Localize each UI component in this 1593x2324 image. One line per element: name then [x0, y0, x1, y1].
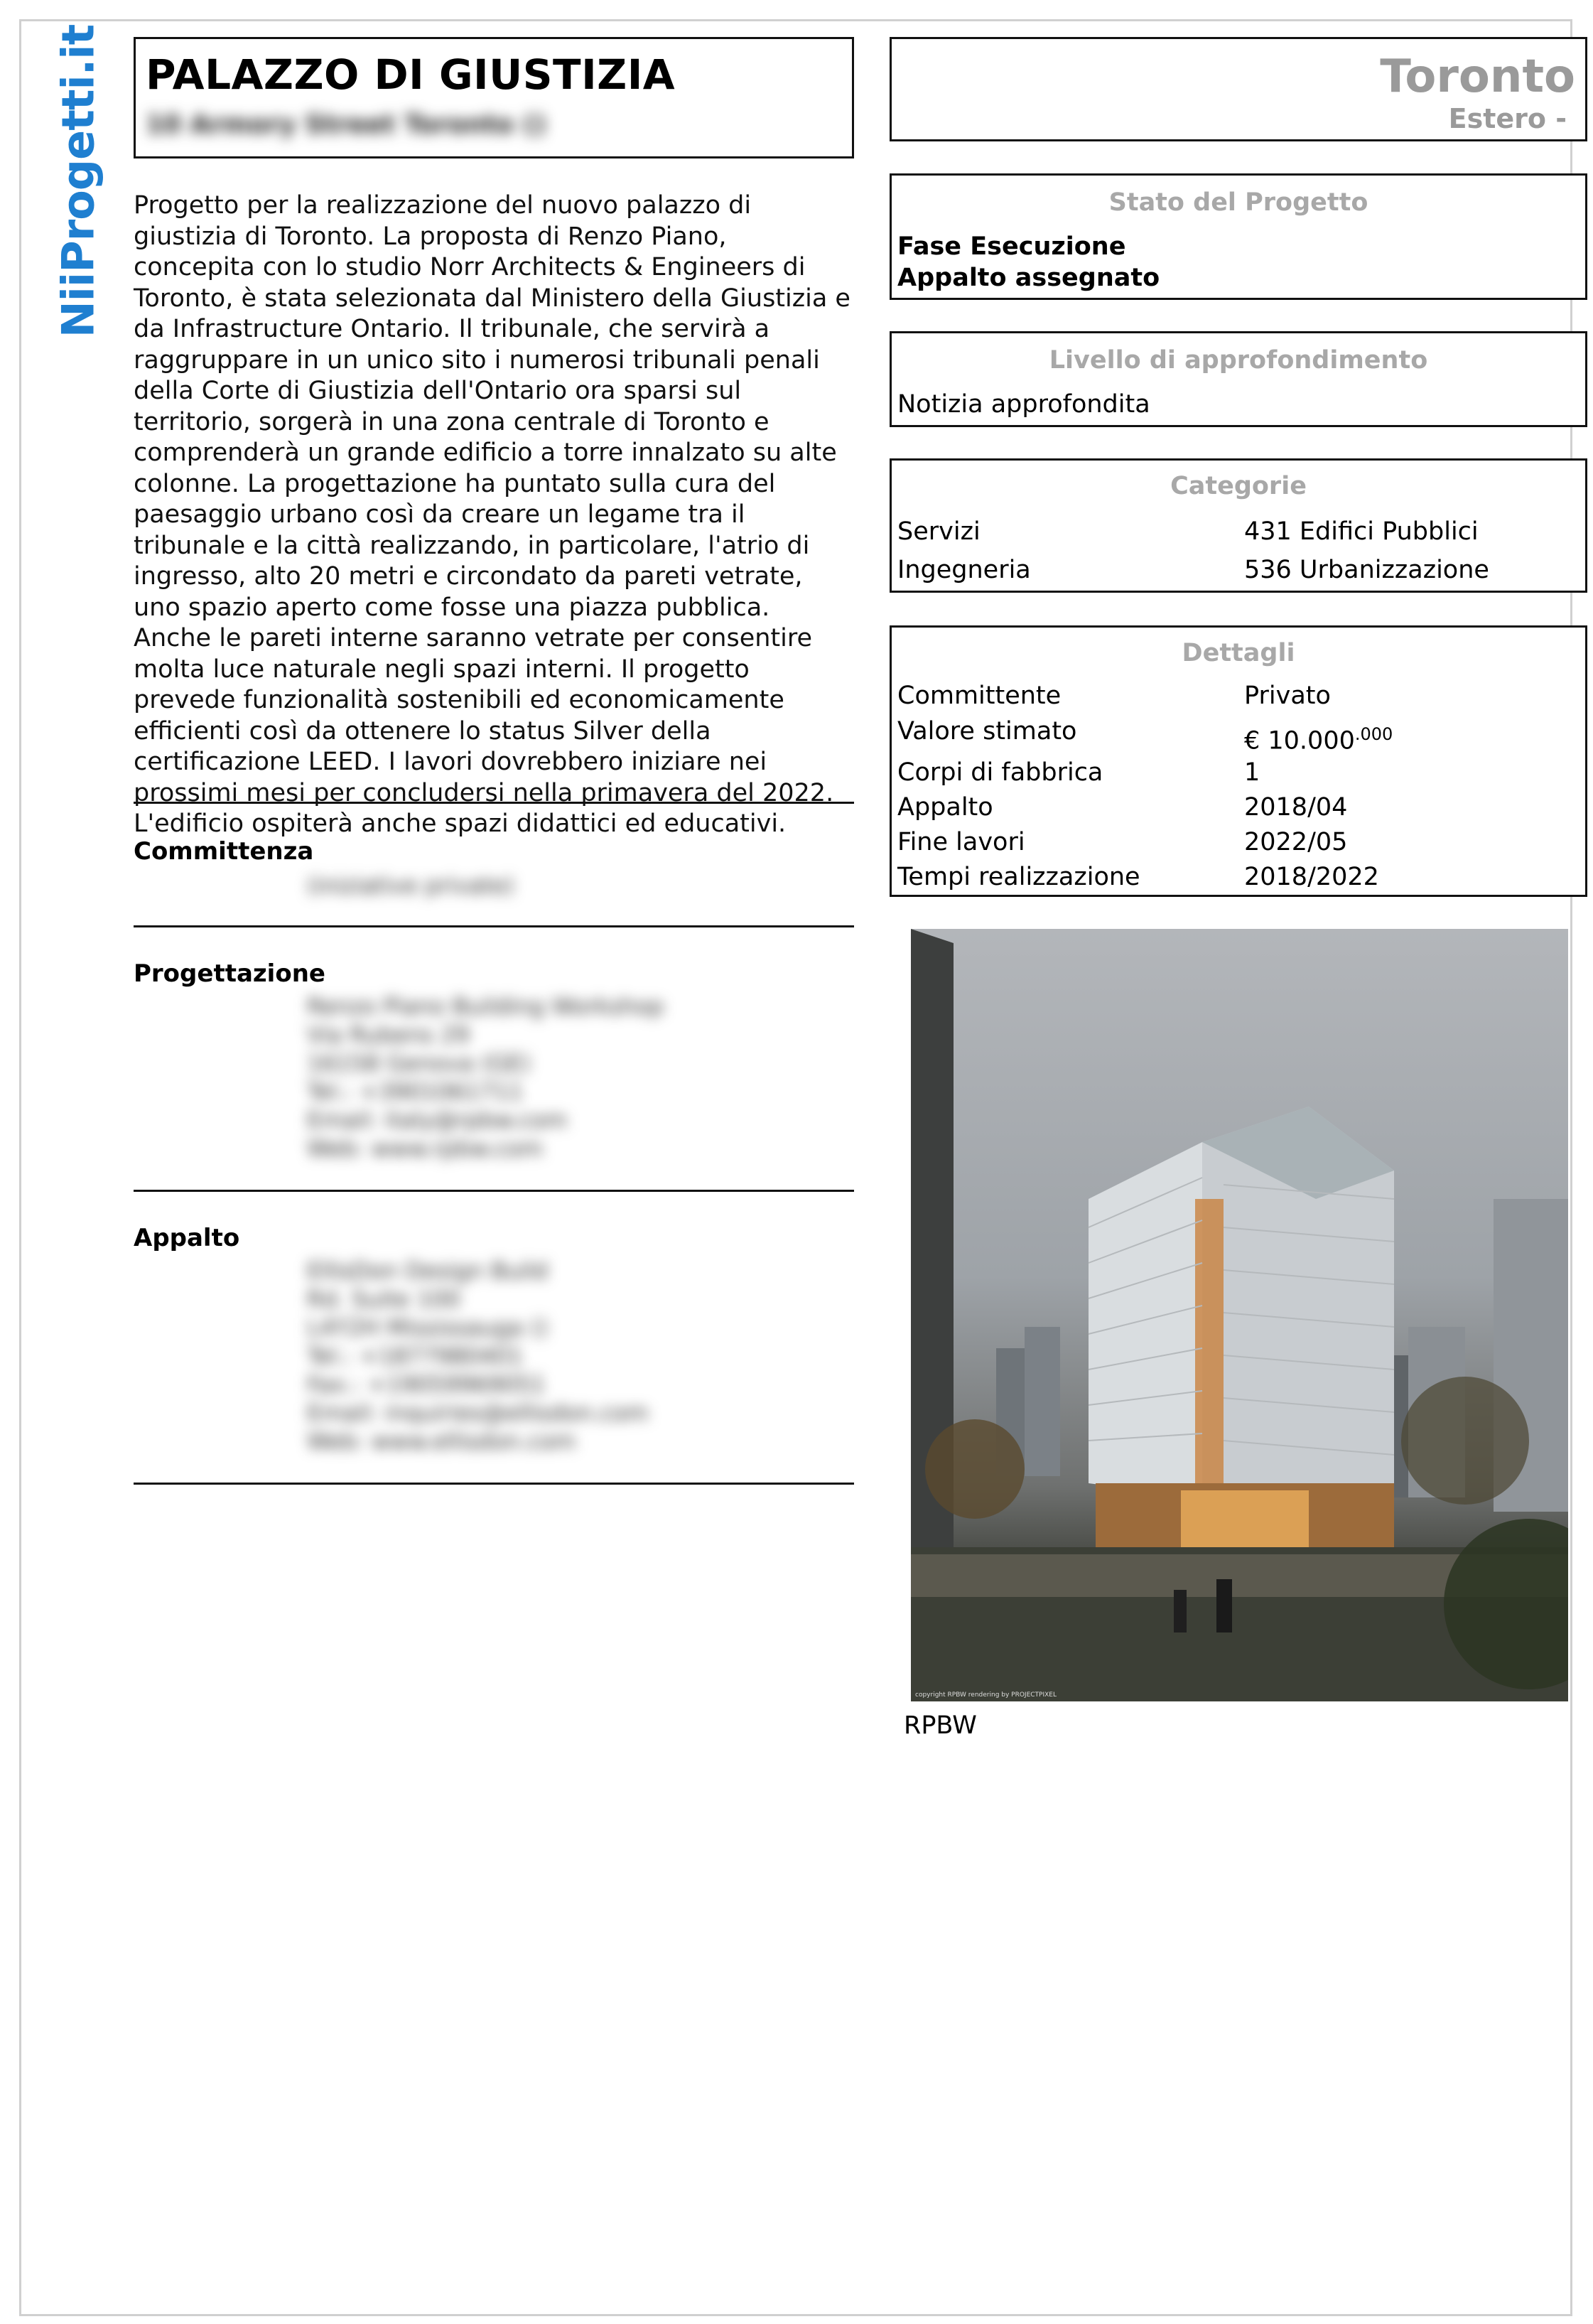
- contact-line: Email: italy@rpbw.com: [307, 1107, 568, 1134]
- contact-line: Via Rubens 29: [307, 1021, 470, 1048]
- title-box: [134, 37, 854, 158]
- dettaglio-key: Tempi realizzazione: [897, 863, 1140, 891]
- valore-amount: € 10.000: [1244, 726, 1355, 755]
- stato-panel: [890, 173, 1587, 300]
- contact-line: L4Y2H Mississauga (): [307, 1314, 549, 1341]
- stato-fase: Fase Esecuzione: [897, 232, 1126, 261]
- dettaglio-value: 2018/2022: [1244, 863, 1379, 891]
- livello-value: Notizia approfondita: [897, 390, 1150, 419]
- region-name: Estero -: [1448, 103, 1567, 134]
- categorie-title: Categorie: [1170, 472, 1307, 500]
- appalto-contact: [307, 1257, 649, 1456]
- categoria-value: 431 Edifici Pubblici: [1244, 517, 1479, 546]
- contact-line: Email: inquiries@ellisdon.com: [307, 1399, 649, 1426]
- livello-title: Livello di approfondimento: [1049, 346, 1428, 375]
- dettagli-panel: [890, 625, 1587, 897]
- dettagli-title: Dettagli: [1182, 639, 1295, 667]
- categoria-row: [895, 517, 1582, 552]
- dettaglio-value: 2018/04: [1244, 793, 1348, 822]
- stato-title: Stato del Progetto: [1108, 188, 1368, 217]
- valore-sup: .000: [1354, 724, 1393, 744]
- logo[interactable]: [50, 24, 107, 338]
- project-rendering: [911, 929, 1568, 1701]
- project-address: 10 Armory Street Toronto (): [146, 110, 546, 139]
- dettaglio-row: [895, 863, 1582, 897]
- stato-appalto: Appalto assegnato: [897, 264, 1160, 292]
- contact-line: Tel.: +1877980401: [307, 1343, 524, 1370]
- location-box: [890, 37, 1587, 141]
- contact-line: Rd. Suite 100: [307, 1286, 460, 1313]
- image-watermark: copyright RPBW rendering by PROJECTPIXEL: [915, 1691, 1057, 1699]
- livello-panel: [890, 331, 1587, 427]
- rendering-illustration: [911, 929, 1568, 1701]
- city-name: Toronto: [1380, 50, 1575, 103]
- dettaglio-value: [1244, 724, 1393, 755]
- divider: [134, 1190, 854, 1192]
- dettaglio-key: Appalto: [897, 793, 993, 822]
- dettaglio-key: Fine lavori: [897, 828, 1025, 856]
- categorie-panel: [890, 458, 1587, 593]
- contact-line: (iniziative private): [307, 872, 514, 899]
- contact-line: Web: www.rpbw.com: [307, 1135, 543, 1162]
- committenza-contact: [307, 871, 514, 900]
- project-title: PALAZZO DI GIUSTIZIA: [146, 50, 676, 99]
- categoria-key: Ingegneria: [897, 556, 1031, 584]
- dettaglio-value: Privato: [1244, 682, 1331, 710]
- contact-line: Renzo Piano Building Workshop: [307, 993, 664, 1020]
- dettaglio-row: [895, 717, 1582, 755]
- project-description: Progetto per la realizzazione del nuovo palazzo di giustizia di Toronto. La proposta di Renzo Piano, concepita con lo studio Norr Architects & Engineers di Toronto, è stata selezionata dal Ministero della Giustizia e da Infrastructure Ontario. Il tribunale, che servirà a raggruppare in un unico sito i numerosi tribunali penali della Corte di Giustizia dell'Ontario ora sparsi sul territorio, sorgerà in una zona centrale di Toronto e comprenderà un grande edificio a torre innalzato su alte colonne. La progettazione ha puntato sulla cura del paesaggio urbano così da creare un legame tra il tribunale e la città realizzando, in particolare, l'atrio di ingresso, alto 20 metri e circondato da pareti vetrate, uno spazio aperto come fosse una piazza pubblica. Anche le pareti interne saranno vetrate per consentire molta luce naturale negli spazi interni. Il progetto prevede funzionalità sostenibili ed economicamente efficienti così da ottenere lo status Silver della certificazione LEED. I lavori dovrebbero iniziare nei prossimi mesi per concludersi nella primavera del 2022. L'edificio ospiterà anche spazi didattici ed educativi.: [134, 191, 850, 838]
- dettaglio-key: Committente: [897, 682, 1062, 710]
- progettazione-label: Progettazione: [134, 959, 325, 988]
- logo-text: NiiProgetti.it: [52, 24, 104, 338]
- image-caption: RPBW: [904, 1711, 977, 1740]
- divider: [134, 1483, 854, 1485]
- dettaglio-value: 1: [1244, 758, 1260, 787]
- divider: [134, 802, 854, 804]
- progettazione-contact: [307, 992, 664, 1163]
- contact-line: EllisDon Design Build: [307, 1257, 549, 1284]
- categoria-row: [895, 556, 1582, 590]
- dettaglio-key: Corpi di fabbrica: [897, 758, 1103, 787]
- categoria-value: 536 Urbanizzazione: [1244, 556, 1489, 584]
- contact-line: Tel.: +3901061711: [307, 1078, 524, 1105]
- dettaglio-key: Valore stimato: [897, 717, 1077, 746]
- contact-line: 16158 Genova (GE): [307, 1050, 531, 1077]
- categoria-key: Servizi: [897, 517, 981, 546]
- dettaglio-value: 2022/05: [1244, 828, 1348, 856]
- dettaglio-row: [895, 793, 1582, 827]
- committenza-label: Committenza: [134, 837, 314, 866]
- divider: [134, 925, 854, 927]
- contact-line: Web: www.ellisdon.com: [307, 1428, 576, 1455]
- dettaglio-row: [895, 682, 1582, 716]
- dettaglio-row: [895, 758, 1582, 792]
- contact-line: Fax.: +19059969051: [307, 1371, 546, 1398]
- dettaglio-row: [895, 828, 1582, 862]
- appalto-label: Appalto: [134, 1224, 240, 1252]
